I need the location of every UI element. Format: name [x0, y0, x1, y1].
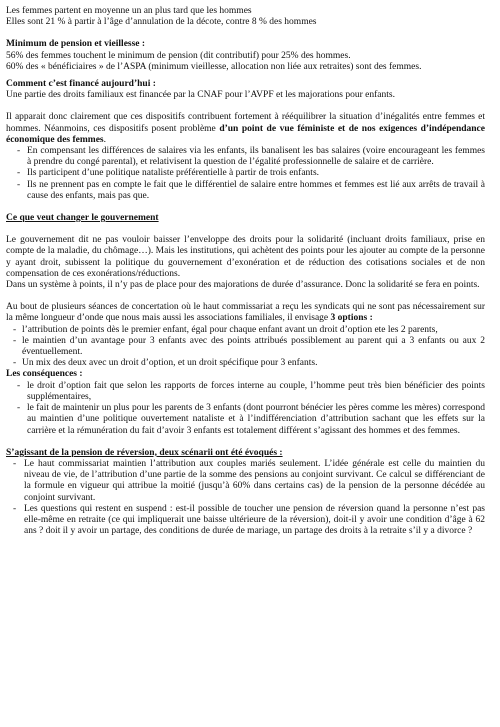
analysis-text-bold: d’un point de vue féministe et de nos exigences d’indépendance économique des femmes — [6, 123, 485, 145]
list-item: - Un mix des deux avec un droit d’option, et un droit spécifique pour 3 enfants. — [6, 358, 485, 369]
list-item: - Le haut commissariat maintien l’attribution aux couples mariés seulement. L’idée générale est celle du maintien du niveau de vie, de l’attribution d’une partie de la somme des pensions au conjoint survivant. Ce calcul se différenciant de la formule en vigueur qui attribue la moitié (jusqu’à 60% dans certains cas) de la pension de la personne décédée au conjoint survivant. — [6, 459, 485, 504]
list-item: - En compensant les différences de salaires via les enfants, ils banalisent les bas salaires (voire encourageant les femmes à prendre du congé parental), et relativisent la question de l’égalité professionnelle de salaire et de carrière. — [6, 146, 485, 168]
government-heading: Ce que veut changer le gouvernement — [6, 213, 159, 224]
analysis-text-a: Il apparait donc clairement que ces dispositifs contribuent fortement à rééquilibrer la situation d’inégalités entre femmes et hommes. Néanmoins, ces dispositifs posent problème — [6, 112, 485, 134]
financing-heading: Comment c’est financé aujourd’hui : — [6, 79, 156, 90]
consultation-paragraph — [6, 302, 485, 324]
list-item: - le fait de maintenir un plus pour les parents de 3 enfants (dont pourront bénécier les pères comme les mères) correspond au maintien d’une politique ouvertement nataliste et à l’indifférenciation d’attribution sachant que les effets sur la carrière et la rémunération du fait d’avoir 3 enfants est totalement différent s’agissant des hommes et des femmes. — [6, 403, 485, 437]
list-item: - Ils ne prennent pas en compte le fait que le différentiel de salaire entre hommes et femmes est lié aux arrêts de travail à cause des enfants, mais pas que. — [6, 180, 485, 202]
analysis-text-c: . — [103, 134, 106, 145]
reversion-heading: S’agissant de la pension de réversion, deux scénarii ont été évoqués : — [6, 447, 283, 458]
intro-line-1: Les femmes partent en moyenne un an plus tard que les hommes — [6, 6, 252, 16]
reversion-list — [6, 459, 485, 537]
analysis-bullet-list — [6, 146, 485, 202]
consequences-list — [6, 381, 485, 437]
list-item: - le maintien d’un avantage pour 3 enfants avec des points attribués possiblement au parent qui a 3 enfants ou aux 2 éventuellement. — [6, 336, 485, 358]
minimum-line-2: 60% des « bénéficiaires » de l’ASPA (minimum vieillesse, allocation non liée aux retraites) sont des femmes. — [6, 61, 422, 72]
options-list — [6, 325, 485, 370]
consultation-text: Au bout de plusieurs séances de concertation où le haut commissariat a reçu les syndicats qui ne sont pas nécessairement sur la même longueur d’onde que nous mais aussi les associations familiales, il envisage — [6, 302, 485, 324]
list-item: - le droit d’option fait que selon les rapports de forces interne au couple, l’homme peut très bien bénéficier des points supplémentaires, — [6, 381, 485, 403]
government-paragraph-1: Le gouvernement dit ne pas vouloir baisser l’enveloppe des droits pour la solidarité (incluant droits familiaux, prise en compte de la maladie, du chômage…). Mais les institutions, qui achètent des points pour les ajouter au compte de la personne y ayant droit, subissent la politique du gouvernement d’exonération et de réduction des cotisations sociales et de non compensation de ces exonérations/réductions. — [6, 235, 485, 279]
minimum-heading: Minimum de pension et vieillesse : — [6, 39, 146, 50]
list-item: - Ils participent d’une politique nataliste préférentielle à partir de trois enfants. — [6, 168, 485, 179]
list-item: - Les questions qui restent en suspend : est-il possible de toucher une pension de réversion quand la personne n’est pas elle-même en retraite (ce qui impliquerait une baisse ultérieure de la réversion), doit-il y avoir une condition d’âge à 62 ans ? doit il y avoir un partage, des conditions de durée de mariage, un partage des droits à la retraite s’il y a divorce ? — [6, 504, 485, 538]
government-paragraph-2: Dans un système à points, il n’y pas de place pour des majorations de durée d’assurance. Donc la solidarité se fera en points. — [6, 280, 480, 291]
list-item: - l’attribution de points dès le premier enfant, égal pour chaque enfant avant un droit d’option ete les 2 parents, — [6, 325, 485, 336]
analysis-paragraph — [6, 112, 485, 146]
financing-text: Une partie des droits familiaux est financée par la CNAF pour l’AVPF et les majorations pour enfants. — [6, 90, 395, 101]
consultation-options-count: 3 options : — [330, 313, 373, 324]
minimum-line-1: 56% des femmes touchent le minimum de pension (dit contributif) pour 25% des hommes. — [6, 50, 351, 61]
consequences-heading: Les conséquences : — [6, 369, 83, 380]
intro-line-2: Elles sont 21 % à partir à l’âge d’annulation de la décote, contre 8 % des hommes — [6, 17, 317, 28]
